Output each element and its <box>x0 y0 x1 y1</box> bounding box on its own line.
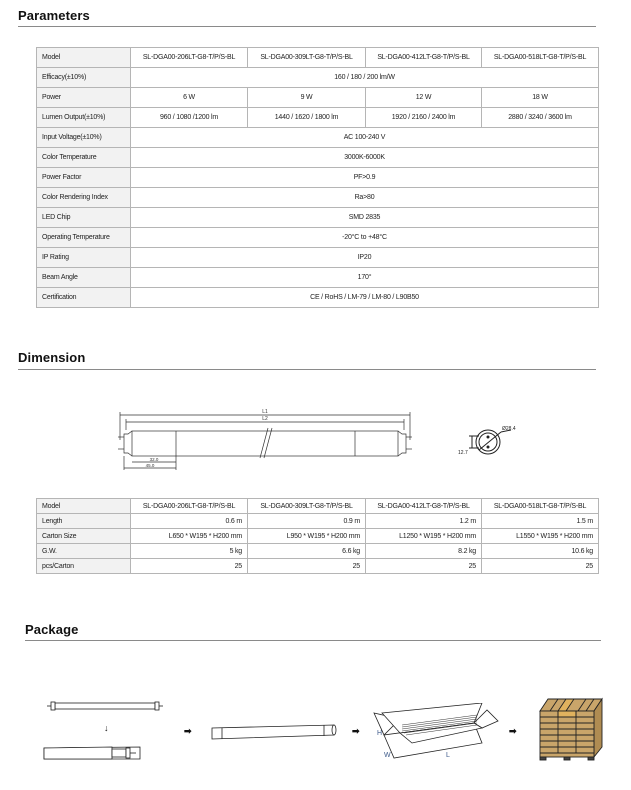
diameter-label: Ø28.4 <box>502 426 516 432</box>
arrow-right-icon: ➡ <box>352 726 360 736</box>
dim-l1-label: L1 <box>262 409 268 415</box>
table-row-model <box>37 48 599 68</box>
table-row-carton <box>37 529 599 544</box>
value-cell: 25 <box>248 559 366 574</box>
model-cell: SL-DGA00-412LT-G8-T/P/S-BL <box>366 499 482 514</box>
value-cell: 1440 / 1620 / 1800 lm <box>248 108 366 128</box>
value-cell: 6.6 kg <box>248 544 366 559</box>
value-cell: 170° <box>131 268 599 288</box>
value-cell: L650 * W195 * H200 mm <box>131 529 248 544</box>
model-cell: SL-DGA00-206LT-G8-T/P/S-BL <box>131 499 248 514</box>
value-cell: 10.6 kg <box>482 544 599 559</box>
model-cell: SL-DGA00-518LT-G8-T/P/S-BL <box>482 48 599 68</box>
bare-tube-icon <box>45 700 165 712</box>
value-cell: 8.2 kg <box>366 544 482 559</box>
section-divider <box>25 640 601 641</box>
section-title-parameters: Parameters <box>18 8 90 23</box>
value-cell: 1.5 m <box>482 514 599 529</box>
value-cell: IP20 <box>131 248 599 268</box>
table-row-power <box>37 88 599 108</box>
carton-box-icon <box>372 703 502 763</box>
sealed-tube-icon <box>208 723 338 741</box>
section-title-package: Package <box>25 622 79 637</box>
value-cell: SMD 2835 <box>131 208 599 228</box>
value-cell: 2880 / 3240 / 3600 lm <box>482 108 599 128</box>
value-cell: 12 W <box>366 88 482 108</box>
value-cell: PF>0.9 <box>131 168 599 188</box>
value-cell: 1920 / 2160 / 2400 lm <box>366 108 482 128</box>
value-cell: 25 <box>366 559 482 574</box>
value-cell: AC 100-240 V <box>131 128 599 148</box>
dimension-table <box>36 498 599 574</box>
tube-dimension-drawing <box>110 400 430 475</box>
value-cell: Ra>80 <box>131 188 599 208</box>
model-cell: SL-DGA00-412LT-G8-T/P/S-BL <box>366 48 482 68</box>
arrow-right-icon: ➡ <box>184 726 192 736</box>
row-label: Carton Size <box>37 529 131 544</box>
arrow-down-icon: ↓ <box>104 723 109 733</box>
table-row-temp <box>37 228 599 248</box>
row-label: Color Rendering Index <box>37 188 131 208</box>
row-label: pcs/Carton <box>37 559 131 574</box>
value-cell: 25 <box>131 559 248 574</box>
carton-width-label: W <box>384 752 391 759</box>
model-cell: SL-DGA00-309LT-G8-T/P/S-BL <box>248 499 366 514</box>
table-row-efficacy <box>37 68 599 88</box>
model-cell: SL-DGA00-309LT-G8-T/P/S-BL <box>248 48 366 68</box>
model-cell: SL-DGA00-206LT-G8-T/P/S-BL <box>131 48 248 68</box>
row-label: Lumen Output(±10%) <box>37 108 131 128</box>
value-cell: 3000K-6000K <box>131 148 599 168</box>
row-label: Length <box>37 514 131 529</box>
row-label: Model <box>37 48 131 68</box>
value-cell: 160 / 180 / 200 lm/W <box>131 68 599 88</box>
pin-spacing-label: 12.7 <box>458 450 468 456</box>
value-cell: L950 * W195 * H200 mm <box>248 529 366 544</box>
row-label: G.W. <box>37 544 131 559</box>
carton-length-label: L <box>446 752 450 759</box>
value-cell: L1250 * W195 * H200 mm <box>366 529 482 544</box>
table-row-beam <box>37 268 599 288</box>
value-cell: 25 <box>482 559 599 574</box>
value-cell: 9 W <box>248 88 366 108</box>
table-row-pcs <box>37 559 599 574</box>
value-cell: CE / RoHS / LM-79 / LM-80 / L90B50 <box>131 288 599 308</box>
row-label: Certification <box>37 288 131 308</box>
section-divider <box>18 26 596 27</box>
value-cell: 5 kg <box>131 544 248 559</box>
row-label: Power Factor <box>37 168 131 188</box>
row-label: Input Voltage(±10%) <box>37 128 131 148</box>
row-label: Model <box>37 499 131 514</box>
dim-cap-label: 32.0 <box>149 457 159 462</box>
row-label: Efficacy(±10%) <box>37 68 131 88</box>
row-label: Beam Angle <box>37 268 131 288</box>
dim-l2-label: L2 <box>262 416 268 422</box>
table-row-length <box>37 514 599 529</box>
value-cell: 18 W <box>482 88 599 108</box>
table-row-cert <box>37 288 599 308</box>
table-row-pf <box>37 168 599 188</box>
table-row-model <box>37 499 599 514</box>
table-row-voltage <box>37 128 599 148</box>
sleeved-tube-icon <box>42 745 142 761</box>
row-label: Color Temperature <box>37 148 131 168</box>
table-row-cct <box>37 148 599 168</box>
value-cell: 1.2 m <box>366 514 482 529</box>
model-cell: SL-DGA00-518LT-G8-T/P/S-BL <box>482 499 599 514</box>
carton-height-label: H <box>377 730 383 737</box>
section-divider <box>18 369 596 370</box>
value-cell: 0.6 m <box>131 514 248 529</box>
value-cell: 960 / 1080 /1200 lm <box>131 108 248 128</box>
value-cell: 0.9 m <box>248 514 366 529</box>
pallet-icon <box>538 697 604 763</box>
table-row-cri <box>37 188 599 208</box>
table-row-chip <box>37 208 599 228</box>
table-row-lumen <box>37 108 599 128</box>
row-label: Power <box>37 88 131 108</box>
tube-end-view-drawing <box>455 422 530 464</box>
table-row-gw <box>37 544 599 559</box>
row-label: LED Chip <box>37 208 131 228</box>
value-cell: L1550 * W195 * H200 mm <box>482 529 599 544</box>
row-label: Operating Temperature <box>37 228 131 248</box>
arrow-right-icon: ➡ <box>509 726 517 736</box>
section-title-dimension: Dimension <box>18 350 86 365</box>
dim-end-label: 45.0 <box>145 463 155 468</box>
value-cell: 6 W <box>131 88 248 108</box>
table-row-ip <box>37 248 599 268</box>
row-label: IP Rating <box>37 248 131 268</box>
value-cell: -20°C to +48°C <box>131 228 599 248</box>
parameters-table <box>36 47 599 308</box>
